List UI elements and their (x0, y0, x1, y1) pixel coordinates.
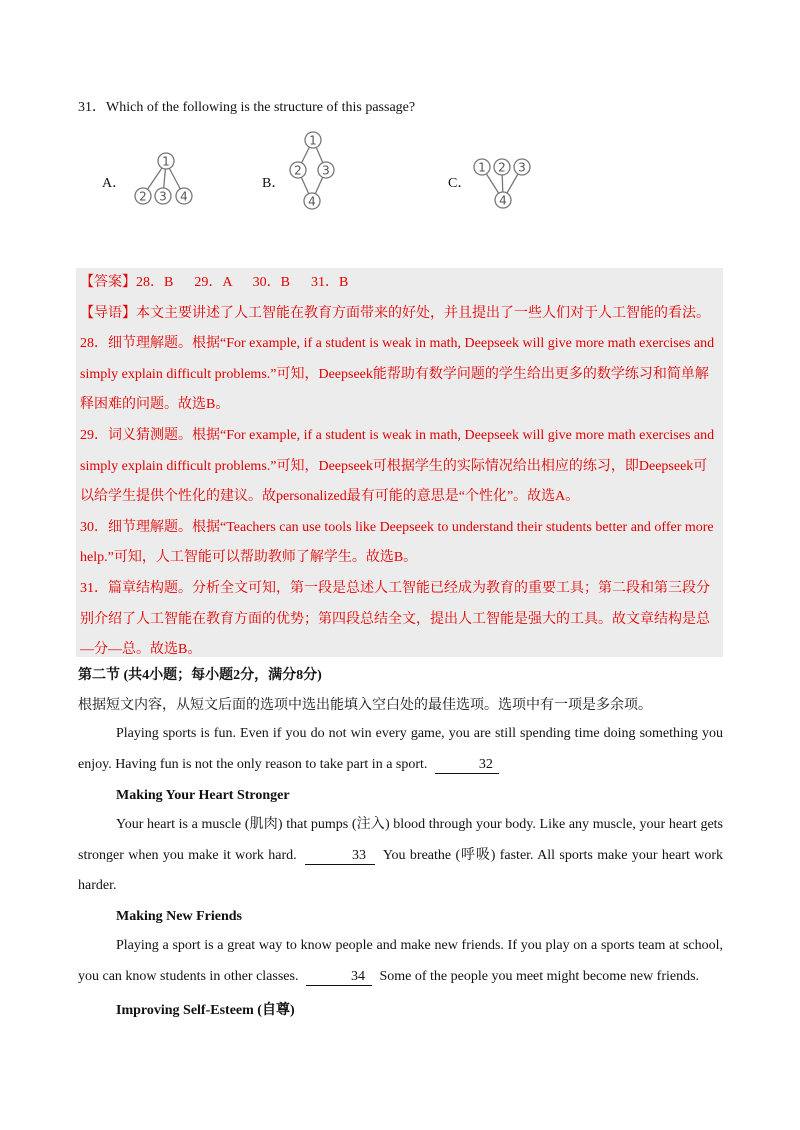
paragraph-3 (78, 931, 723, 992)
b-node-2-label: 2 (294, 163, 302, 178)
subheading-friends: Making New Friends (116, 909, 242, 924)
option-c-diagram (470, 152, 534, 214)
paragraph-1 (78, 719, 723, 780)
explanation-28: 28．细节理解题。根据“For example, if a student is weak in math, Deepseek will give more math exercises and simply explain difficult problems.”可知，Deepseek能帮助有数学问题的学生给出更多的数学练习和简单解释困难的问题。故选B。 (80, 336, 715, 413)
c-node-3-label: 3 (518, 160, 526, 175)
b-node-3-label: 3 (322, 163, 330, 178)
blank-32[interactable]: 32 (435, 756, 499, 774)
option-a-diagram (128, 148, 198, 210)
b-node-1-label: 1 (309, 133, 317, 148)
option-a-letter: A． (102, 176, 127, 191)
c-node-4-label: 4 (499, 193, 507, 208)
explanation-29: 29．词义猜测题。根据“For example, if a student is weak in math, Deepseek will give more math exercises and simply explain difficult problems.”可知，Deepseek可根据学生的实际情况给出相应的练习，即Deepseek可以给学生提供个性化的建议。故personalized最有可能的意思是“个性化”。故选A。 (80, 427, 715, 505)
guide-text: 【导语】本文主要讲述了人工智能在教育方面带来的好处，并且提出了一些人们对于人工智能的看法。 (80, 305, 710, 321)
a-node-1-label: 1 (162, 154, 170, 169)
a-node-4-label: 4 (180, 189, 188, 204)
section-title: 第二节 (共4小题；每小题2分，满分8分) (78, 668, 322, 683)
b-node-4-label: 4 (308, 194, 316, 209)
option-b-diagram (284, 130, 340, 214)
a-node-3-label: 3 (159, 189, 167, 204)
explanation-31: 31．篇章结构题。分析全文可知，第一段是总述人工智能已经成为教育的重要工具；第二段和第三段分别介绍了人工智能在教育方面的优势；第四段总结全文，提出人工智能是强大的工具。故文章结构是总—分—总。故选B。 (80, 580, 710, 658)
paragraph-2 (78, 810, 723, 902)
c-node-1-label: 1 (478, 160, 486, 175)
option-b-letter: B． (262, 176, 286, 191)
blank-33[interactable]: 33 (305, 847, 375, 865)
paragraph-2-text-a: Your heart is a muscle (肌肉) that pumps (注入) blood through your body. Like any muscle, your heart gets stronger when you make it work hard. (78, 817, 723, 863)
subheading-self-esteem: Improving Self-Esteem (自尊) (116, 1003, 295, 1018)
paragraph-2-text-b: You breathe (呼吸) faster. All sports make your heart work harder. (78, 847, 724, 893)
a-node-2-label: 2 (139, 189, 147, 204)
explanation-30: 30．细节理解题。根据“Teachers can use tools like Deepseek to understand their students better and offer more help.”可知，人工智能可以帮助教师了解学生。故选B。 (80, 519, 714, 566)
answer-key: 【答案】28．B 29．A 30．B 31．B (80, 275, 349, 290)
paragraph-3-text-a: Playing a sport is a great way to know people and make new friends. If you play on a sports team at school, you can know students in other classes. (78, 938, 723, 984)
subheading-heart: Making Your Heart Stronger (116, 788, 290, 803)
paragraph-1-text: Playing sports is fun. Even if you do not win every game, you are still spending time doing something you enjoy. Having fun is not the only reason to take part in a sport. (78, 726, 723, 772)
answer-explanation-box (76, 268, 723, 657)
section-instruction: 根据短文内容，从短文后面的选项中选出能填入空白处的最佳选项。选项中有一项是多余项。 (78, 698, 652, 713)
paragraph-3-text-b: Some of the people you meet might become new friends. (379, 968, 700, 984)
blank-34[interactable]: 34 (306, 968, 372, 986)
answer-options (0, 130, 800, 214)
c-node-2-label: 2 (498, 160, 506, 175)
option-c-letter: C． (448, 176, 472, 191)
question-stem: 31．Which of the following is the structure of this passage? (78, 100, 416, 115)
